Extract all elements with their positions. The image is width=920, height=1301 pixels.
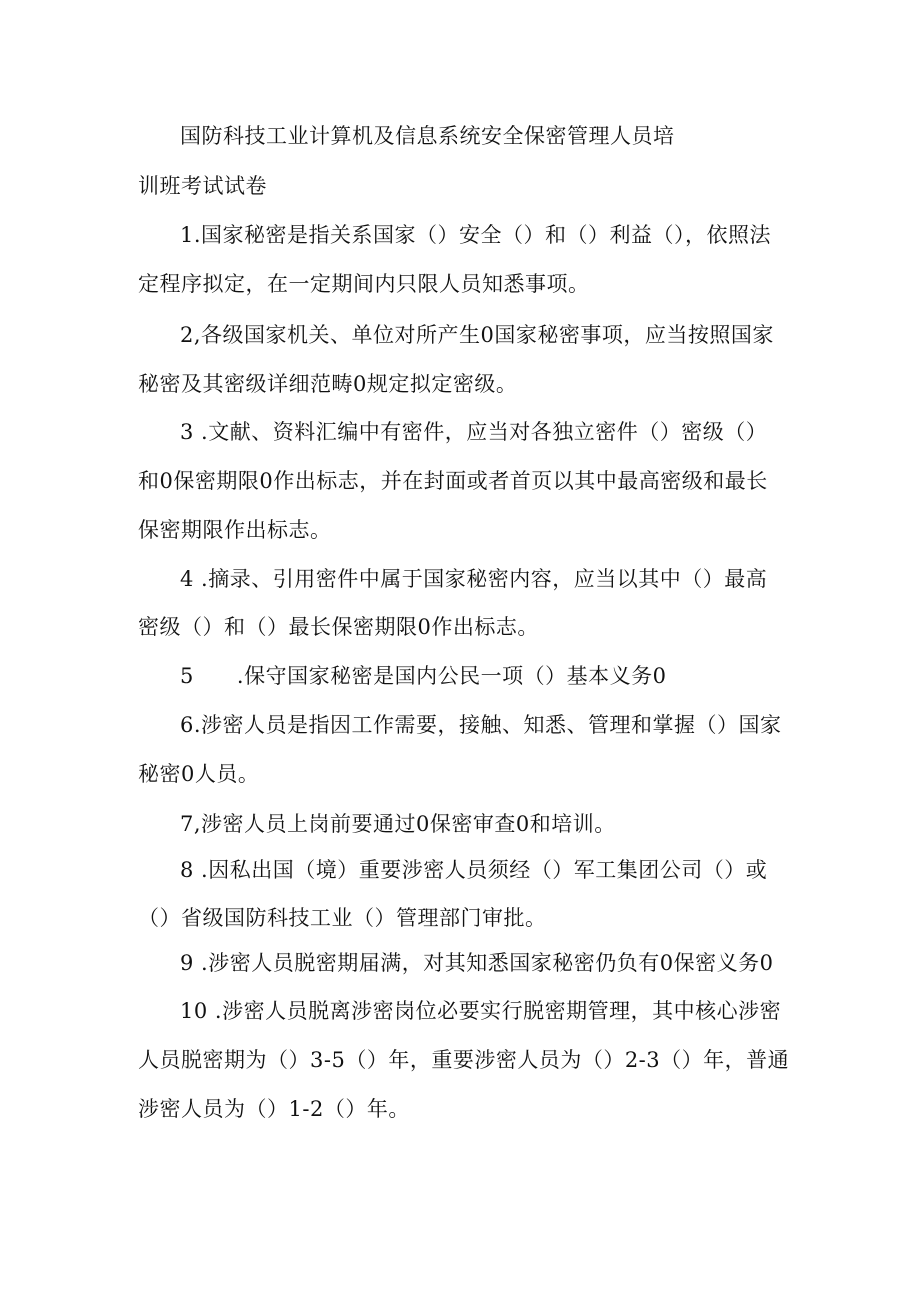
question-3-line-2: 和0保密期限0作出标志，并在封面或者首页以其中最高密级和最长 bbox=[138, 469, 768, 493]
question-6-line-1: 6.涉密人员是指因工作需要，接触、知悉、管理和掌握（）国家 bbox=[180, 713, 782, 737]
document-title-line-2: 训班考试试卷 bbox=[138, 174, 267, 198]
question-2-line-1: 2,各级国家机关、单位对所产生0国家秘密事项，应当按照国家 bbox=[180, 323, 774, 347]
document-title-line-1: 国防科技工业计算机及信息系统安全保密管理人员培 bbox=[180, 124, 675, 148]
question-2-line-2: 秘密及其密级详细范畴0规定拟定密级。 bbox=[138, 372, 518, 396]
question-6-line-2: 秘密0人员。 bbox=[138, 762, 260, 786]
question-3-line-1: 3 .文献、资料汇编中有密件，应当对各独立密件（）密级（） bbox=[180, 420, 768, 444]
question-8-line-1: 8 .因私出国（境）重要涉密人员须经（）军工集团公司（）或 bbox=[180, 858, 768, 882]
question-4-line-2: 密级（）和（）最长保密期限0作出标志。 bbox=[138, 615, 539, 639]
question-4-line-1: 4 .摘录、引用密件中属于国家秘密内容，应当以其中（）最高 bbox=[180, 567, 768, 591]
question-10-line-1: 10 .涉密人员脱离涉密岗位必要实行脱密期管理，其中核心涉密 bbox=[180, 999, 782, 1023]
question-3-line-3: 保密期限作出标志。 bbox=[138, 518, 332, 542]
question-1-line-2: 定程序拟定，在一定期间内只限人员知悉事项。 bbox=[138, 272, 590, 296]
question-5-line-1: 5 .保守国家秘密是国内公民一项（）基本义务0 bbox=[180, 664, 667, 688]
question-7-line-1: 7,涉密人员上岗前要通过0保密审查0和培训。 bbox=[180, 812, 616, 836]
question-10-line-2: 人员脱密期为（）3-5（）年，重要涉密人员为（）2-3（）年，普通 bbox=[138, 1048, 790, 1072]
question-1-line-1: 1.国家秘密是指关系国家（）安全（）和（）利益（），依照法 bbox=[180, 223, 772, 247]
question-8-line-2: （）省级国防科技工业（）管理部门审批。 bbox=[138, 906, 547, 930]
question-9-line-1: 9 .涉密人员脱密期届满，对其知悉国家秘密仍负有0保密义务0 bbox=[180, 951, 774, 975]
question-10-line-3: 涉密人员为（）1-2（）年。 bbox=[138, 1097, 410, 1121]
